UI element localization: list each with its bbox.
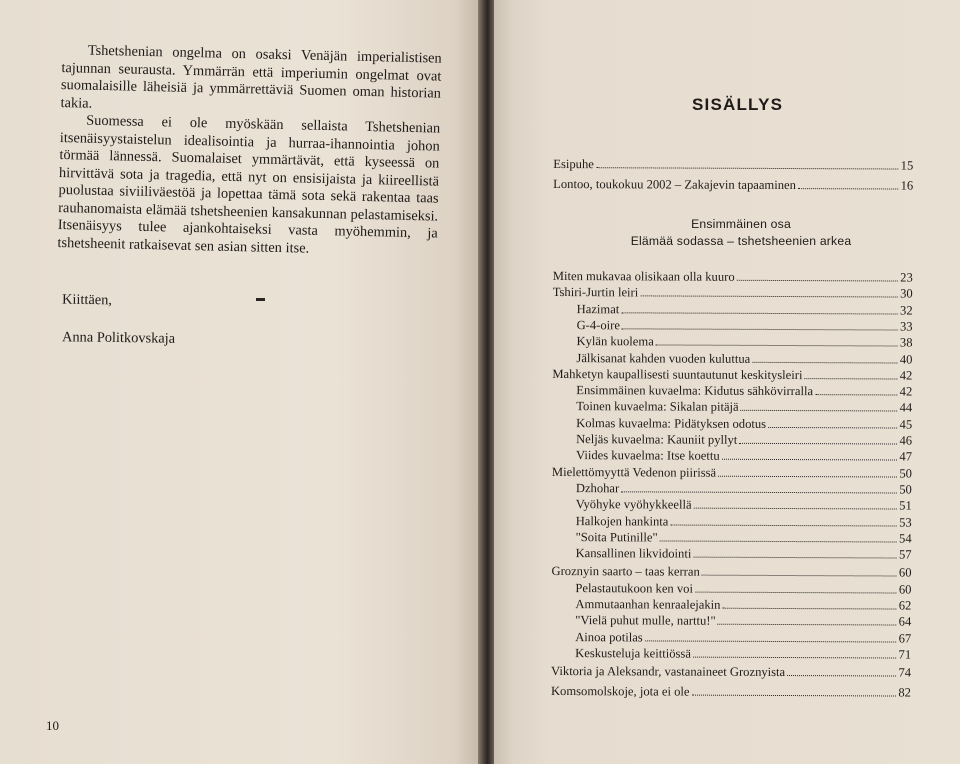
toc-entry-title: Hazimat	[576, 301, 620, 316]
toc-entry-page: 71	[898, 647, 912, 662]
toc-leader-dots	[722, 607, 896, 610]
toc-entry-page: 67	[898, 631, 912, 646]
toc-entry-title: Toinen kuvaelma: Sikalan pitäjä	[576, 399, 739, 415]
toc-entry-page: 38	[899, 335, 913, 350]
toc-title: SISÄLLYS	[692, 95, 784, 114]
toc-entry-title: Pelastautukoon ken voi	[575, 580, 693, 596]
toc-entry	[552, 464, 912, 482]
toc-entry-page: 16	[900, 178, 914, 193]
toc-entry-page: 64	[898, 614, 912, 629]
letter-paragraph: Suomessa ei ole myöskään sellaista Tshetshenian itsenäisyystaistelun idealisointia ja hurraa-ihannointia johon törmää lännessä. Suomalaiset ymmärtävät, että kyseessä on hirvittävä sota ja tragedia, että nyt on ensisijaista ja kiireellistä puolustaa siviiliväestöä ja lopettaa tämä sota sekä rakentaa taas rauhanomaista elämää tshetsheenien kansakunnan pelastamiseksi. Itsenäisyys tulee ajankohtaiseksi vasta myöhemmin, ja tshetsheenit ratkaisevat sen asian sitten itse.	[57, 112, 441, 257]
toc-leader-dots	[787, 674, 896, 676]
toc-leader-dots	[656, 344, 898, 347]
toc-leader-dots	[694, 507, 898, 510]
toc-entry-title: Kylän kuolema	[576, 334, 654, 349]
toc-entry	[552, 366, 912, 384]
toc-entry-page: 50	[899, 466, 912, 481]
letter-closing: Kiittäen,	[61, 291, 113, 309]
toc-entry	[551, 580, 911, 598]
toc-entry-page: 57	[898, 547, 912, 562]
toc-entry	[551, 663, 911, 681]
toc-entry	[552, 415, 912, 433]
toc-leader-dots	[660, 539, 897, 542]
toc-entry-page: 30	[900, 286, 913, 301]
toc-entry	[552, 431, 912, 449]
toc-entry-page: 51	[899, 498, 912, 513]
toc-entry-title: Dzhohar	[575, 480, 620, 496]
toc-entry-page: 62	[898, 598, 912, 613]
toc-leader-dots	[640, 295, 898, 298]
toc-entry-title: "Vielä puhut mulle, narttu!"	[575, 613, 716, 629]
toc-entry-title: Kansallinen likvidointi	[575, 546, 692, 561]
toc-entry	[553, 317, 913, 335]
toc-entry	[551, 563, 911, 581]
toc-leader-dots	[695, 590, 897, 593]
toc-leader-dots	[621, 490, 897, 493]
toc-entry-title: Jälkisanat kahden vuoden kuluttua	[576, 350, 751, 366]
toc-entry	[551, 629, 911, 647]
letter-paragraph: Tshetshenian ongelma on osaksi Venäjän imperialistisen tajunnan seurausta. Ymmärrän että imperiumin ongelmat ovat suomalaisille läheisiä ja ymmärrettäviä Suomen oman historian takia.	[60, 42, 442, 112]
toc-entry-title: Mielettömyyttä Vedenon piirissä	[551, 464, 717, 480]
toc-entry	[553, 176, 913, 194]
toc-entry-title: Neljäs kuvaelma: Kauniit pyllyt	[576, 432, 738, 447]
toc-leader-dots	[815, 393, 898, 395]
toc-entry-page: 23	[900, 270, 913, 285]
toc-entry-title: Viides kuvaelma: Itse koettu	[575, 448, 720, 464]
toc-entry	[552, 333, 912, 351]
toc-entry-title: Mahketyn kaupallisesti suuntautunut keskitysleiri	[552, 366, 803, 382]
toc-entry-title: Groznyin saarto – taas kerran	[551, 564, 700, 580]
toc-entry-title: Tshiri-Jurtin leiri	[552, 285, 639, 300]
toc-leader-dots	[804, 377, 897, 379]
toc-leader-dots	[621, 311, 898, 314]
toc-entry-page: 46	[899, 433, 913, 448]
letter-body	[57, 42, 442, 261]
letter-signature: Anna Politkovskaja	[61, 329, 176, 347]
toc-leader-dots	[622, 327, 898, 330]
toc-entry	[552, 545, 912, 563]
toc-entry	[552, 382, 912, 400]
toc-leader-dots	[718, 623, 897, 626]
toc-leader-dots	[739, 442, 897, 445]
toc-entry	[553, 268, 913, 286]
toc-entry-page: 45	[899, 417, 913, 432]
book-gutter	[478, 0, 494, 764]
toc-entry-page: 60	[898, 582, 912, 597]
toc-entry-page: 42	[899, 368, 913, 383]
section-kicker: Ensimmäinen osa	[691, 217, 791, 231]
toc-entry	[551, 645, 911, 663]
toc-entry-title: Esipuhe	[553, 156, 594, 172]
toc-entry-title: Vyöhyke vyöhykkeellä	[575, 497, 692, 512]
toc-entry-title: "Soita Putinille"	[575, 529, 658, 545]
toc-entry-title: Ainoa potilas	[575, 629, 643, 644]
right-page	[494, 0, 960, 764]
toc-leader-dots	[737, 279, 899, 282]
toc-leader-dots	[693, 656, 897, 659]
section-title: Elämää sodassa – tshetsheenien arkea	[630, 234, 852, 248]
toc-entry	[552, 398, 912, 416]
toc-leader-dots	[718, 474, 897, 477]
toc-entry	[551, 612, 911, 630]
toc-entry-page: 53	[899, 515, 912, 530]
toc-entry-title: Keskusteluja keittiössä	[575, 645, 691, 661]
toc-entry	[553, 301, 913, 319]
toc-leader-dots	[693, 556, 897, 559]
toc-entry-title: Kolmas kuvaelma: Pidätyksen odotus	[576, 415, 767, 431]
toc-entry-page: 33	[899, 319, 913, 334]
ink-mark	[256, 298, 265, 301]
toc-leader-dots	[798, 187, 899, 189]
toc-leader-dots	[691, 694, 896, 697]
toc-entry-page: 74	[898, 665, 912, 680]
left-page	[0, 0, 478, 764]
page-number: 10	[46, 718, 59, 733]
toc-entry	[551, 683, 911, 701]
toc-entry	[552, 512, 912, 530]
toc-entry	[552, 529, 912, 547]
toc-entry-page: 50	[899, 482, 912, 497]
toc-entry-title: Lontoo, toukokuu 2002 – Zakajevin tapaaminen	[553, 176, 796, 193]
toc-entry-title: Viktoria ja Aleksandr, vastanaineet Groznyista	[551, 664, 786, 680]
toc-entry-title: Halkojen hankinta	[575, 513, 669, 529]
toc-entry-title: G-4-oire	[576, 317, 620, 333]
toc-entry	[553, 284, 913, 302]
toc-entry-page: 42	[899, 384, 913, 399]
toc-leader-dots	[702, 574, 897, 577]
toc-entry	[552, 496, 912, 514]
toc-leader-dots	[670, 523, 897, 526]
toc-entry-title: Ammutaanhan kenraalejakin	[575, 597, 721, 612]
toc-entry-page: 32	[900, 303, 913, 318]
toc-entry-page: 15	[900, 158, 914, 173]
toc-leader-dots	[741, 409, 898, 412]
toc-entry-page: 54	[899, 531, 912, 546]
toc-entry	[552, 480, 912, 498]
toc-entry-page: 82	[898, 685, 912, 700]
toc-entry-page: 40	[899, 352, 913, 367]
toc-leader-dots	[596, 166, 899, 169]
toc-entry	[553, 156, 913, 174]
toc-leader-dots	[645, 639, 897, 642]
toc-entry	[552, 447, 912, 465]
toc-leader-dots	[752, 360, 898, 363]
toc-leader-dots	[768, 426, 897, 429]
toc-entry	[552, 349, 912, 367]
toc-entry-page: 47	[899, 449, 913, 464]
toc-entry-title: Ensimmäinen kuvaelma: Kidutus sähkövirralla	[576, 383, 814, 399]
toc-entry-title: Miten mukavaa olisikaan olla kuuro	[552, 268, 735, 284]
toc-entry	[551, 596, 911, 614]
toc-leader-dots	[722, 458, 898, 461]
toc-entry-page: 60	[898, 565, 912, 580]
toc-entry-page: 44	[899, 400, 913, 415]
toc-entry-title: Komsomolskoje, jota ei ole	[550, 684, 690, 699]
